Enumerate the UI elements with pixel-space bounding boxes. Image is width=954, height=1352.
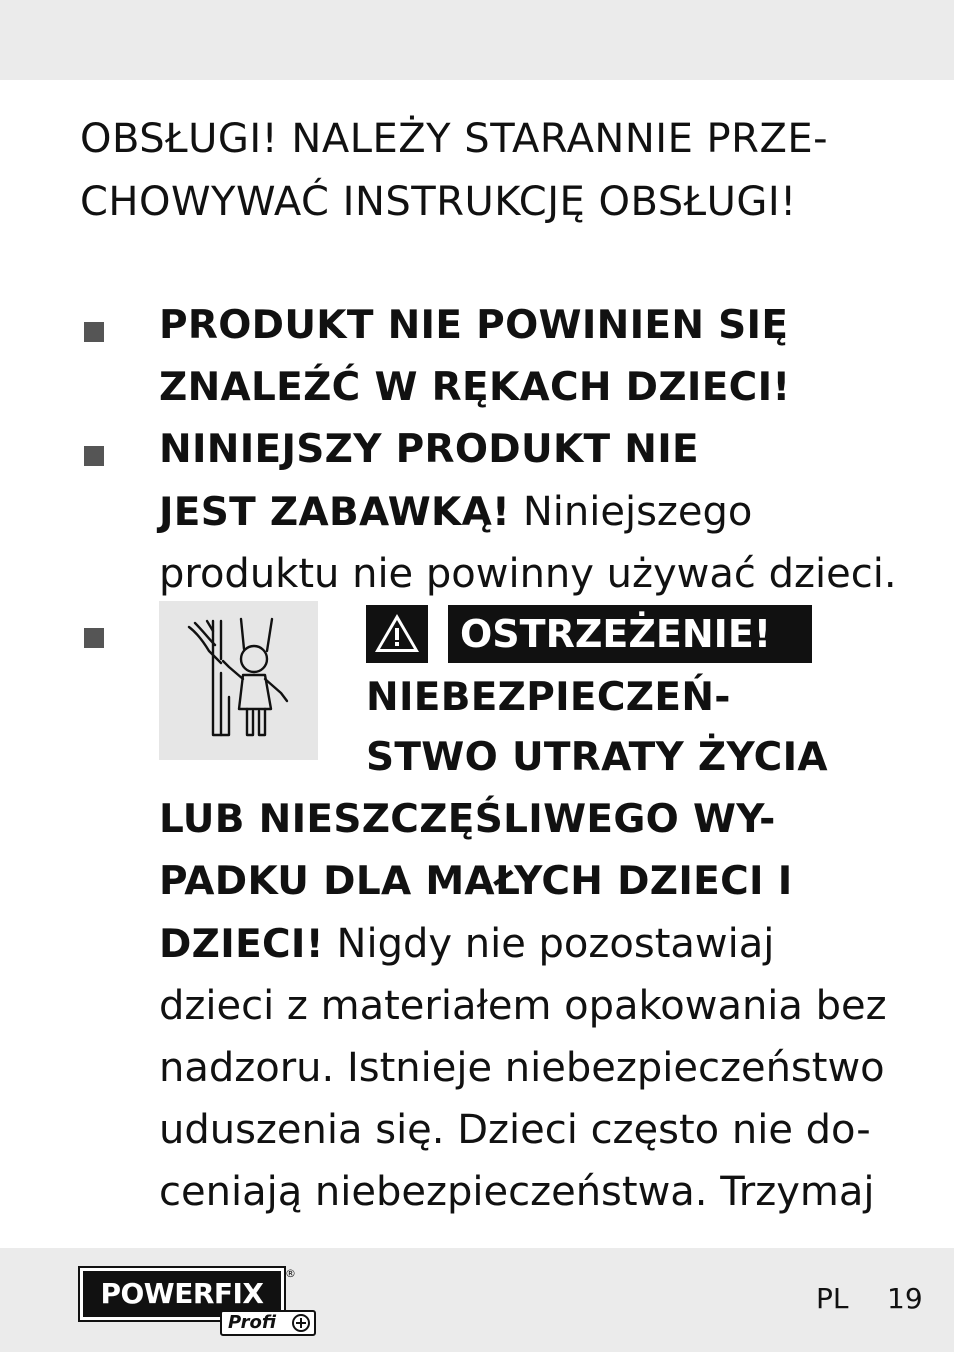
- intro-line-2: CHOWYWAĆ INSTRUKCJĘ OBSŁUGI!: [80, 179, 797, 225]
- bullet-3-head-3: LUB NIESZCZĘŚLIWEGO WY-: [159, 797, 776, 842]
- child-with-packaging-icon: [159, 601, 318, 760]
- bullet-3-body-4: ceniają niebezpieczeństwa. Trzymaj: [159, 1169, 875, 1215]
- warning-triangle-icon: [366, 605, 428, 663]
- logo-registered-mark: ®: [285, 1267, 296, 1280]
- bullet-2-line-3: produktu nie powinny używać dzieci.: [159, 551, 897, 597]
- bullet-2-line-2: [159, 481, 752, 543]
- logo-wordmark: POWERFIX: [80, 1268, 284, 1320]
- bullet-2-regular-text: Niniejszego: [510, 489, 753, 535]
- bullet-1-line-1: PRODUKT NIE POWINIEN SIĘ: [159, 303, 789, 348]
- bullet-3-bold-text: DZIECI!: [159, 922, 324, 967]
- logo-profi-text: Profi: [228, 1312, 277, 1333]
- header-band: [0, 0, 954, 80]
- logo-profi-badge: [220, 1310, 316, 1336]
- bullet-3-head-2: STWO UTRATY ŻYCIA: [366, 735, 828, 780]
- bullet-3-regular-text: Nigdy nie pozostawiaj: [323, 921, 775, 967]
- bullet-3-body-1: dzieci z materiałem opakowania bez: [159, 983, 887, 1029]
- plus-circle-icon: [292, 1314, 310, 1332]
- bullet-3-head-4: PADKU DLA MAŁYCH DZIECI I: [159, 859, 793, 904]
- warning-banner: [366, 605, 812, 663]
- bullet-2-bold-text: JEST ZABAWKĄ!: [159, 490, 511, 535]
- bullet-3-head-1: NIEBEZPIECZEŃ-: [366, 675, 731, 720]
- bullet-3-mixed-line: [159, 913, 774, 975]
- bullet-marker-3: [84, 628, 104, 648]
- powerfix-logo: [80, 1268, 316, 1338]
- warning-label: OSTRZEŻENIE!: [448, 605, 812, 663]
- language-code: PL: [816, 1282, 849, 1315]
- bullet-3-body-2: nadzoru. Istnieje niebezpieczeństwo: [159, 1045, 885, 1091]
- bullet-1-line-2: ZNALEŹĆ W RĘKACH DZIECI!: [159, 365, 791, 410]
- bullet-marker-2: [84, 446, 104, 466]
- bullet-3-body-3: uduszenia się. Dzieci często nie do-: [159, 1107, 871, 1153]
- intro-line-1: OBSŁUGI! NALEŻY STARANNIE PRZE-: [80, 116, 829, 162]
- bullet-marker-1: [84, 322, 104, 342]
- bullet-2-line-1: NINIEJSZY PRODUKT NIE: [159, 427, 699, 472]
- page-number: 19: [887, 1282, 923, 1315]
